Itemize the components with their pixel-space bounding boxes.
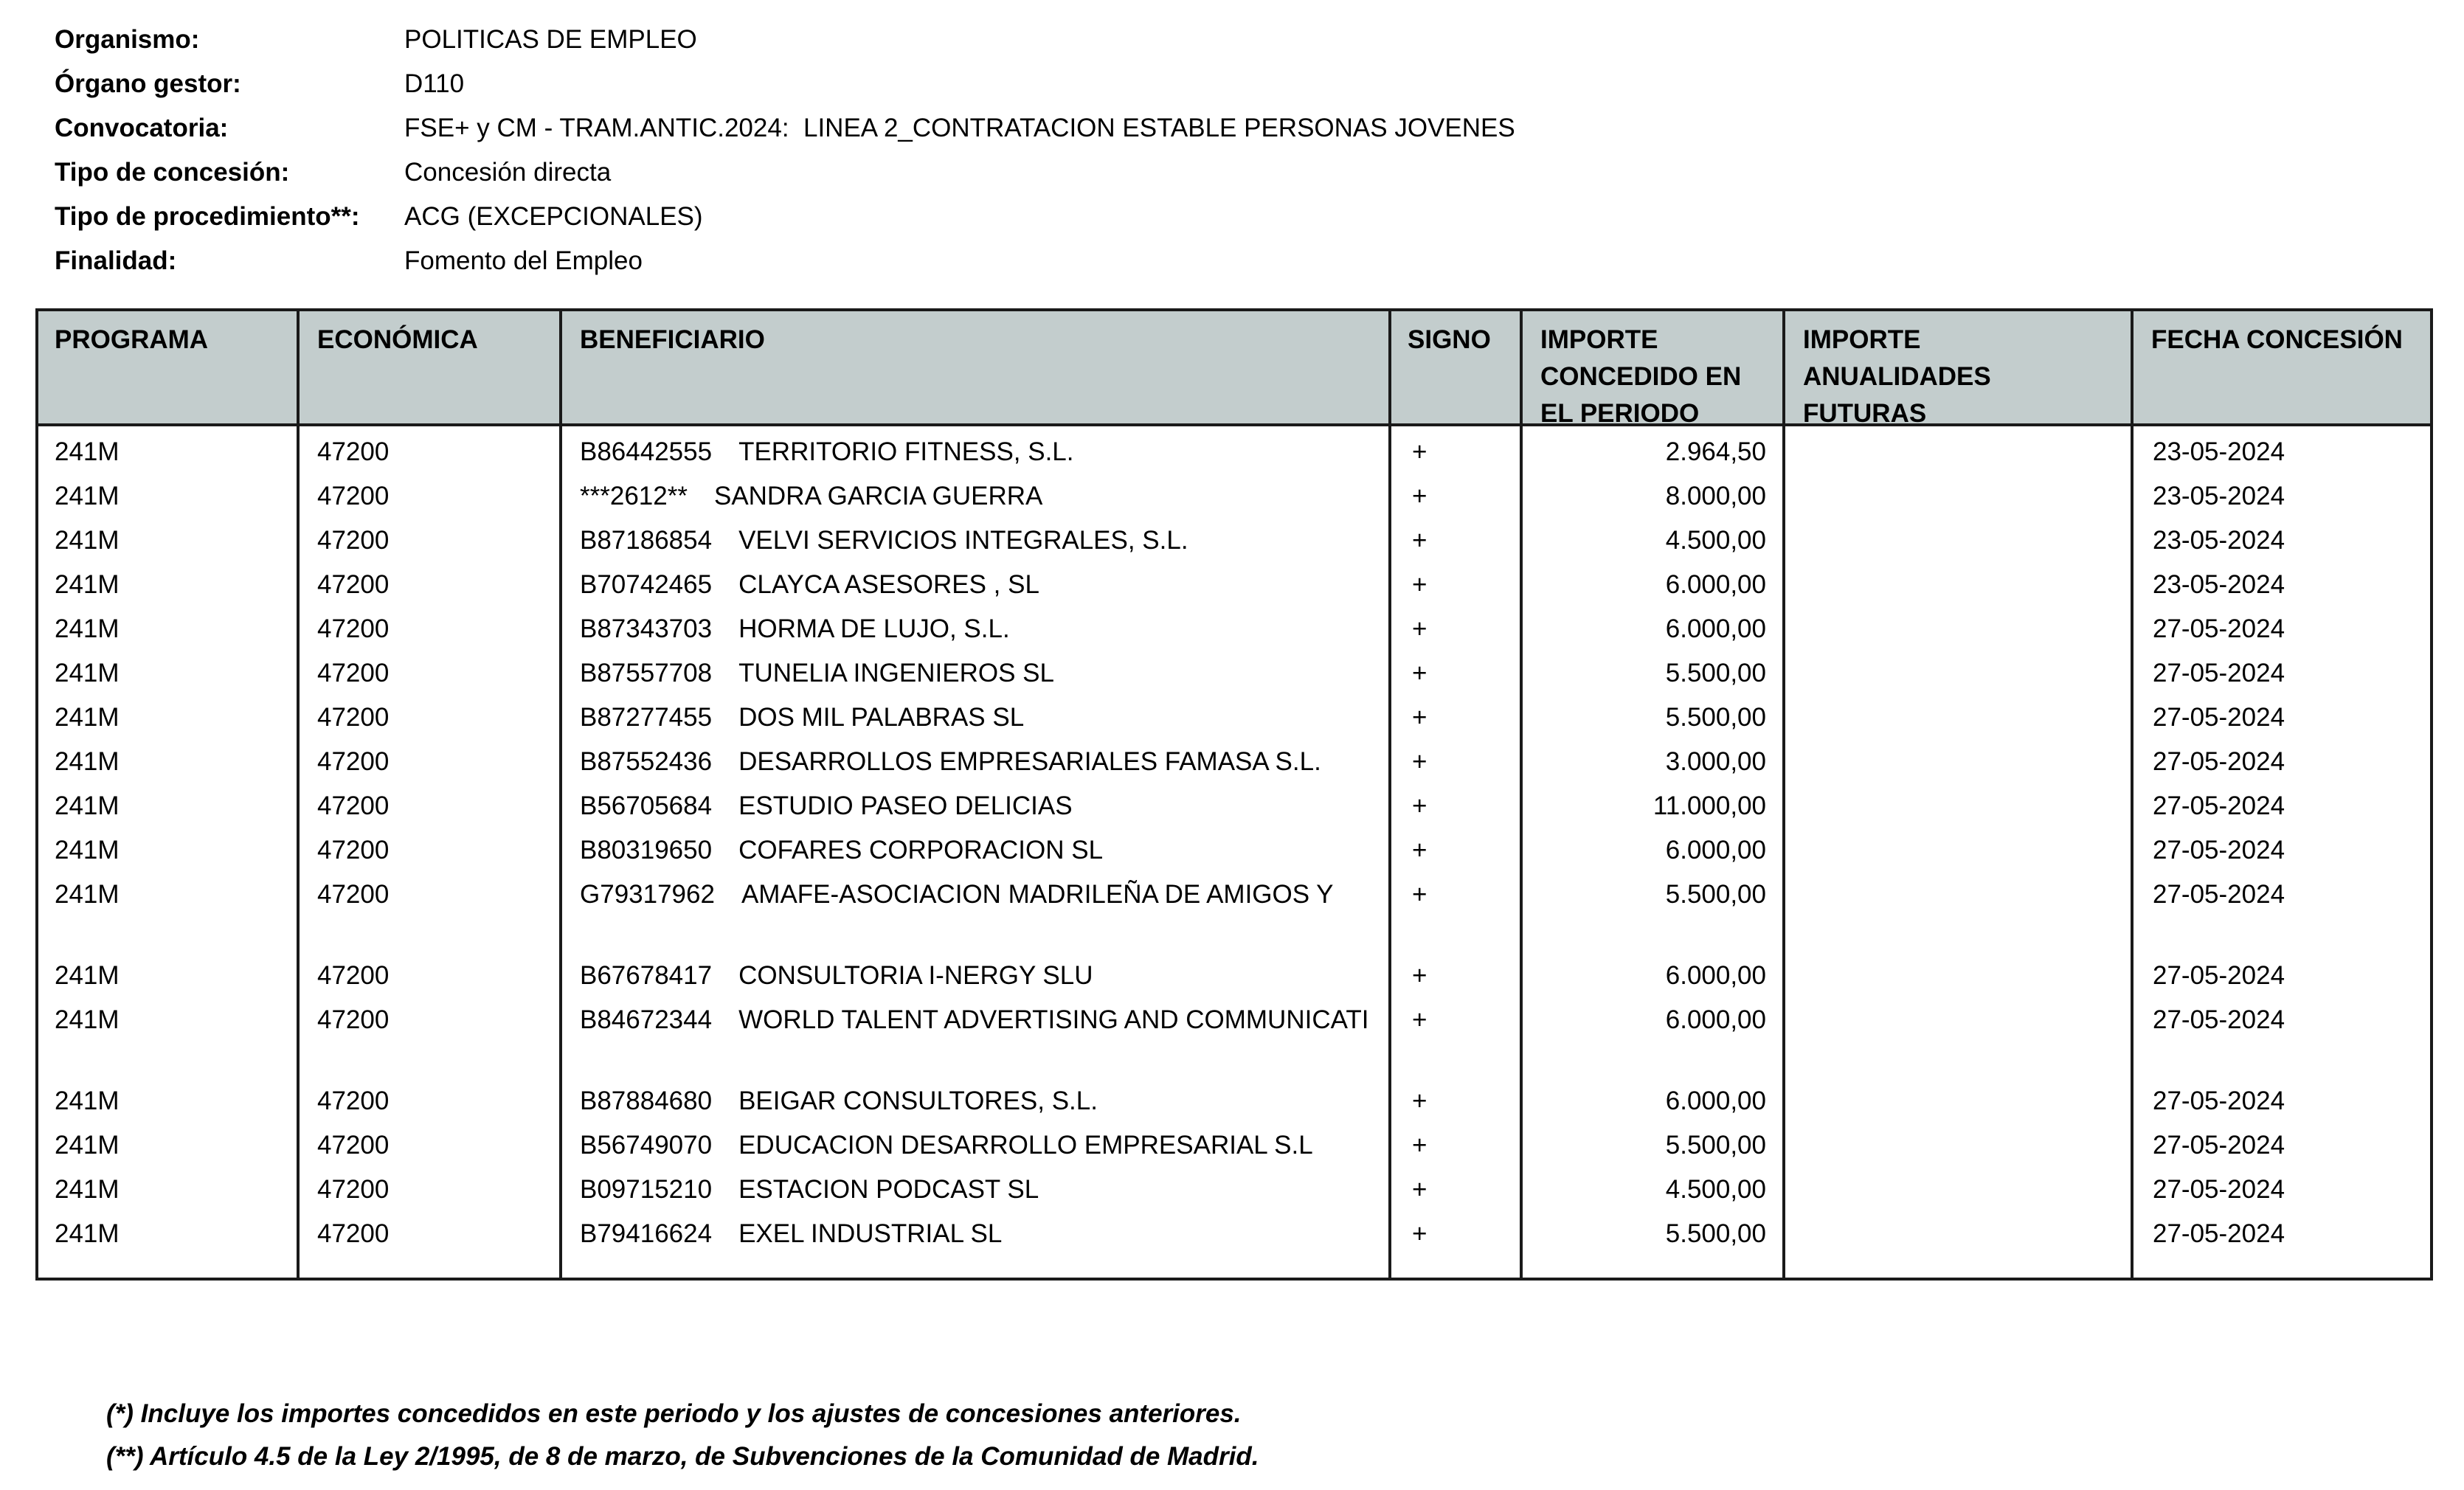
cell-beneficiario (580, 1216, 1399, 1252)
cell-programa: 241M (55, 1087, 120, 1115)
finalidad-row (55, 239, 2120, 283)
cell-beneficiario (580, 655, 1399, 692)
cell-beneficiario (580, 957, 1399, 994)
beneficiario-nombre: TUNELIA INGENIEROS SL (738, 659, 1054, 687)
convocatoria-value: FSE+ y CM - TRAM.ANTIC.2024: LINEA 2_CONTRATACION ESTABLE PERSONAS JOVENES (404, 114, 1515, 142)
cell-programa: 241M (55, 961, 120, 990)
cell-beneficiario (580, 876, 1399, 913)
cell-economica: 47200 (317, 1087, 390, 1115)
cell-beneficiario (580, 611, 1399, 648)
cell-economica: 47200 (317, 659, 390, 687)
organismo-label: Organismo: (55, 25, 200, 54)
cell-importe-concedido: 4.500,00 (1665, 526, 1766, 555)
cell-beneficiario (580, 1127, 1399, 1164)
cell-signo: + (1412, 1175, 1427, 1204)
header-economica: ECONÓMICA (317, 325, 478, 354)
footnote-importes: (*) Incluye los importes concedidos en este periodo y los ajustes de concesiones anteriores. (106, 1399, 1242, 1428)
beneficiario-nif: B87186854 (580, 526, 713, 555)
cell-signo: + (1412, 1131, 1427, 1160)
cell-fecha-concesion: 23-05-2024 (2153, 526, 2285, 555)
beneficiario-nombre: HORMA DE LUJO, S.L. (738, 614, 1010, 643)
beneficiario-nif: B87557708 (580, 659, 713, 687)
cell-importe-concedido: 4.500,00 (1665, 1175, 1766, 1204)
cell-beneficiario (580, 522, 1399, 559)
column-divider (1782, 311, 1785, 1278)
cell-fecha-concesion: 27-05-2024 (2153, 614, 2285, 643)
cell-fecha-concesion: 27-05-2024 (2153, 961, 2285, 990)
header-importe-concedido: IMPORTE CONCEDIDO EN EL PERIODO (1540, 325, 1742, 428)
cell-economica: 47200 (317, 703, 390, 732)
beneficiario-nombre: SANDRA GARCIA GUERRA (713, 482, 1043, 510)
cell-beneficiario (580, 434, 1399, 471)
cell-importe-concedido: 5.500,00 (1665, 703, 1766, 732)
cell-fecha-concesion: 27-05-2024 (2153, 1005, 2285, 1034)
beneficiario-nif: B84672344 (580, 1005, 713, 1034)
cell-economica: 47200 (317, 961, 390, 990)
cell-economica: 47200 (317, 880, 390, 909)
finalidad-label: Finalidad: (55, 246, 177, 275)
cell-signo: + (1412, 482, 1427, 510)
cell-signo: + (1412, 1005, 1427, 1034)
column-divider (1520, 311, 1523, 1278)
cell-programa: 241M (55, 437, 120, 466)
cell-economica: 47200 (317, 836, 390, 864)
cell-signo: + (1412, 1087, 1427, 1115)
header-programa: PROGRAMA (55, 325, 209, 354)
beneficiario-nombre: CONSULTORIA I-NERGY SLU (738, 961, 1093, 990)
cell-fecha-concesion: 27-05-2024 (2153, 659, 2285, 687)
beneficiario-nombre: EXEL INDUSTRIAL SL (738, 1219, 1003, 1248)
tipo-procedimiento-row (55, 195, 2120, 239)
cell-signo: + (1412, 747, 1427, 776)
beneficiario-nif: B56705684 (580, 791, 713, 820)
cell-programa: 241M (55, 482, 120, 510)
cell-economica: 47200 (317, 1005, 390, 1034)
cell-beneficiario (580, 832, 1399, 869)
cell-fecha-concesion: 27-05-2024 (2153, 1219, 2285, 1248)
cell-importe-concedido: 6.000,00 (1665, 614, 1766, 643)
cell-importe-concedido: 3.000,00 (1665, 747, 1766, 776)
cell-beneficiario (580, 1171, 1399, 1208)
cell-beneficiario (580, 744, 1399, 780)
tipo-procedimiento-label: Tipo de procedimiento**: (55, 202, 360, 231)
beneficiario-nombre: DESARROLLOS EMPRESARIALES FAMASA S.L. (738, 747, 1321, 776)
beneficiario-nif: B80319650 (580, 836, 713, 864)
beneficiario-nombre: VELVI SERVICIOS INTEGRALES, S.L. (738, 526, 1188, 555)
cell-signo: + (1412, 880, 1427, 909)
beneficiario-nombre: EDUCACION DESARROLLO EMPRESARIAL S.L (738, 1131, 1313, 1160)
cell-importe-concedido: 5.500,00 (1665, 1131, 1766, 1160)
beneficiario-nif: B09715210 (580, 1175, 713, 1204)
cell-signo: + (1412, 961, 1427, 990)
beneficiario-nif: B70742465 (580, 570, 713, 599)
beneficiario-nombre: COFARES CORPORACION SL (738, 836, 1104, 864)
beneficiario-nif: B86442555 (580, 437, 713, 466)
beneficiario-nif: B87277455 (580, 703, 713, 732)
cell-signo: + (1412, 703, 1427, 732)
header-importe-anualidades: IMPORTE ANUALIDADES FUTURAS (1803, 325, 1991, 428)
cell-fecha-concesion: 27-05-2024 (2153, 1087, 2285, 1115)
beneficiario-nombre: ESTUDIO PASEO DELICIAS (738, 791, 1073, 820)
beneficiario-nif: G79317962 (580, 880, 715, 909)
beneficiario-nif: B79416624 (580, 1219, 713, 1248)
cell-economica: 47200 (317, 570, 390, 599)
cell-fecha-concesion: 27-05-2024 (2153, 1131, 2285, 1160)
organismo-value: POLITICAS DE EMPLEO (404, 25, 697, 54)
cell-programa: 241M (55, 747, 120, 776)
cell-programa: 241M (55, 1175, 120, 1204)
header-beneficiario: BENEFICIARIO (580, 325, 765, 354)
column-divider (559, 311, 562, 1278)
cell-programa: 241M (55, 791, 120, 820)
column-divider (2131, 311, 2133, 1278)
cell-fecha-concesion: 27-05-2024 (2153, 747, 2285, 776)
cell-importe-concedido: 5.500,00 (1665, 659, 1766, 687)
cell-signo: + (1412, 570, 1427, 599)
cell-beneficiario (580, 1002, 1399, 1039)
footnotes (106, 1393, 1259, 1478)
cell-fecha-concesion: 27-05-2024 (2153, 880, 2285, 909)
cell-importe-concedido: 6.000,00 (1665, 570, 1766, 599)
cell-beneficiario (580, 1083, 1399, 1120)
cell-programa: 241M (55, 880, 120, 909)
beneficiario-nif: B87884680 (580, 1087, 713, 1115)
header-fecha-concesion: FECHA CONCESIÓN (2151, 325, 2403, 354)
convocatoria-label: Convocatoria: (55, 114, 229, 142)
cell-importe-concedido: 6.000,00 (1665, 1087, 1766, 1115)
organismo-row (55, 18, 2120, 62)
cell-signo: + (1412, 437, 1427, 466)
beneficiario-nombre: CLAYCA ASESORES , SL (738, 570, 1039, 599)
cell-economica: 47200 (317, 1175, 390, 1204)
cell-beneficiario (580, 478, 1399, 515)
beneficiario-nif: B87343703 (580, 614, 713, 643)
tipo-concesion-value: Concesión directa (404, 158, 612, 187)
cell-programa: 241M (55, 1131, 120, 1160)
beneficiario-nif: ***2612** (580, 482, 688, 510)
cell-programa: 241M (55, 1005, 120, 1034)
cell-economica: 47200 (317, 614, 390, 643)
cell-economica: 47200 (317, 482, 390, 510)
tipo-concesion-row (55, 150, 2120, 195)
cell-beneficiario (580, 788, 1399, 825)
cell-fecha-concesion: 23-05-2024 (2153, 437, 2285, 466)
cell-economica: 47200 (317, 526, 390, 555)
concessions-table (35, 308, 2433, 1281)
cell-beneficiario (580, 699, 1399, 736)
cell-economica: 47200 (317, 437, 390, 466)
footnote-ley: (**) Artículo 4.5 de la Ley 2/1995, de 8 de marzo, de Subvenciones de la Comunidad de Madrid. (106, 1442, 1259, 1471)
organo-gestor-value: D110 (404, 69, 465, 98)
cell-importe-concedido: 6.000,00 (1665, 961, 1766, 990)
cell-programa: 241M (55, 659, 120, 687)
finalidad-value: Fomento del Empleo (404, 246, 643, 275)
cell-importe-concedido: 5.500,00 (1665, 880, 1766, 909)
cell-economica: 47200 (317, 1219, 390, 1248)
cell-programa: 241M (55, 1219, 120, 1248)
cell-programa: 241M (55, 614, 120, 643)
cell-fecha-concesion: 23-05-2024 (2153, 482, 2285, 510)
cell-programa: 241M (55, 703, 120, 732)
beneficiario-nombre: WORLD TALENT ADVERTISING AND COMMUNICATI (738, 1005, 1369, 1034)
organo-gestor-label: Órgano gestor: (55, 69, 241, 98)
beneficiario-nif: B87552436 (580, 747, 713, 776)
tipo-concesion-label: Tipo de concesión: (55, 158, 290, 187)
cell-programa: 241M (55, 526, 120, 555)
cell-importe-concedido: 5.500,00 (1665, 1219, 1766, 1248)
cell-importe-concedido: 8.000,00 (1665, 482, 1766, 510)
cell-economica: 47200 (317, 1131, 390, 1160)
beneficiario-nif: B56749070 (580, 1131, 713, 1160)
cell-signo: + (1412, 1219, 1427, 1248)
cell-economica: 47200 (317, 747, 390, 776)
column-divider (297, 311, 300, 1278)
beneficiario-nombre: AMAFE-ASOCIACION MADRILEÑA DE AMIGOS Y (741, 880, 1334, 909)
cell-importe-concedido: 11.000,00 (1653, 791, 1766, 820)
beneficiario-nombre: BEIGAR CONSULTORES, S.L. (738, 1087, 1098, 1115)
cell-importe-concedido: 6.000,00 (1665, 1005, 1766, 1034)
cell-signo: + (1412, 526, 1427, 555)
cell-fecha-concesion: 27-05-2024 (2153, 703, 2285, 732)
beneficiario-nombre: DOS MIL PALABRAS SL (738, 703, 1025, 732)
cell-fecha-concesion: 27-05-2024 (2153, 1175, 2285, 1204)
cell-importe-concedido: 6.000,00 (1665, 836, 1766, 864)
cell-importe-concedido: 2.964,50 (1665, 437, 1766, 466)
cell-fecha-concesion: 27-05-2024 (2153, 836, 2285, 864)
convocatoria-row (55, 106, 2120, 150)
header-signo: SIGNO (1408, 325, 1491, 354)
cell-signo: + (1412, 659, 1427, 687)
cell-signo: + (1412, 614, 1427, 643)
document-metadata (55, 18, 2120, 283)
beneficiario-nombre: ESTACION PODCAST SL (738, 1175, 1039, 1204)
cell-beneficiario (580, 566, 1399, 603)
cell-signo: + (1412, 836, 1427, 864)
cell-signo: + (1412, 791, 1427, 820)
cell-fecha-concesion: 27-05-2024 (2153, 791, 2285, 820)
cell-programa: 241M (55, 570, 120, 599)
tipo-procedimiento-value: ACG (EXCEPCIONALES) (404, 202, 703, 231)
cell-programa: 241M (55, 836, 120, 864)
organo-gestor-row (55, 62, 2120, 106)
cell-economica: 47200 (317, 791, 390, 820)
beneficiario-nombre: TERRITORIO FITNESS, S.L. (738, 437, 1074, 466)
cell-fecha-concesion: 23-05-2024 (2153, 570, 2285, 599)
beneficiario-nif: B67678417 (580, 961, 713, 990)
